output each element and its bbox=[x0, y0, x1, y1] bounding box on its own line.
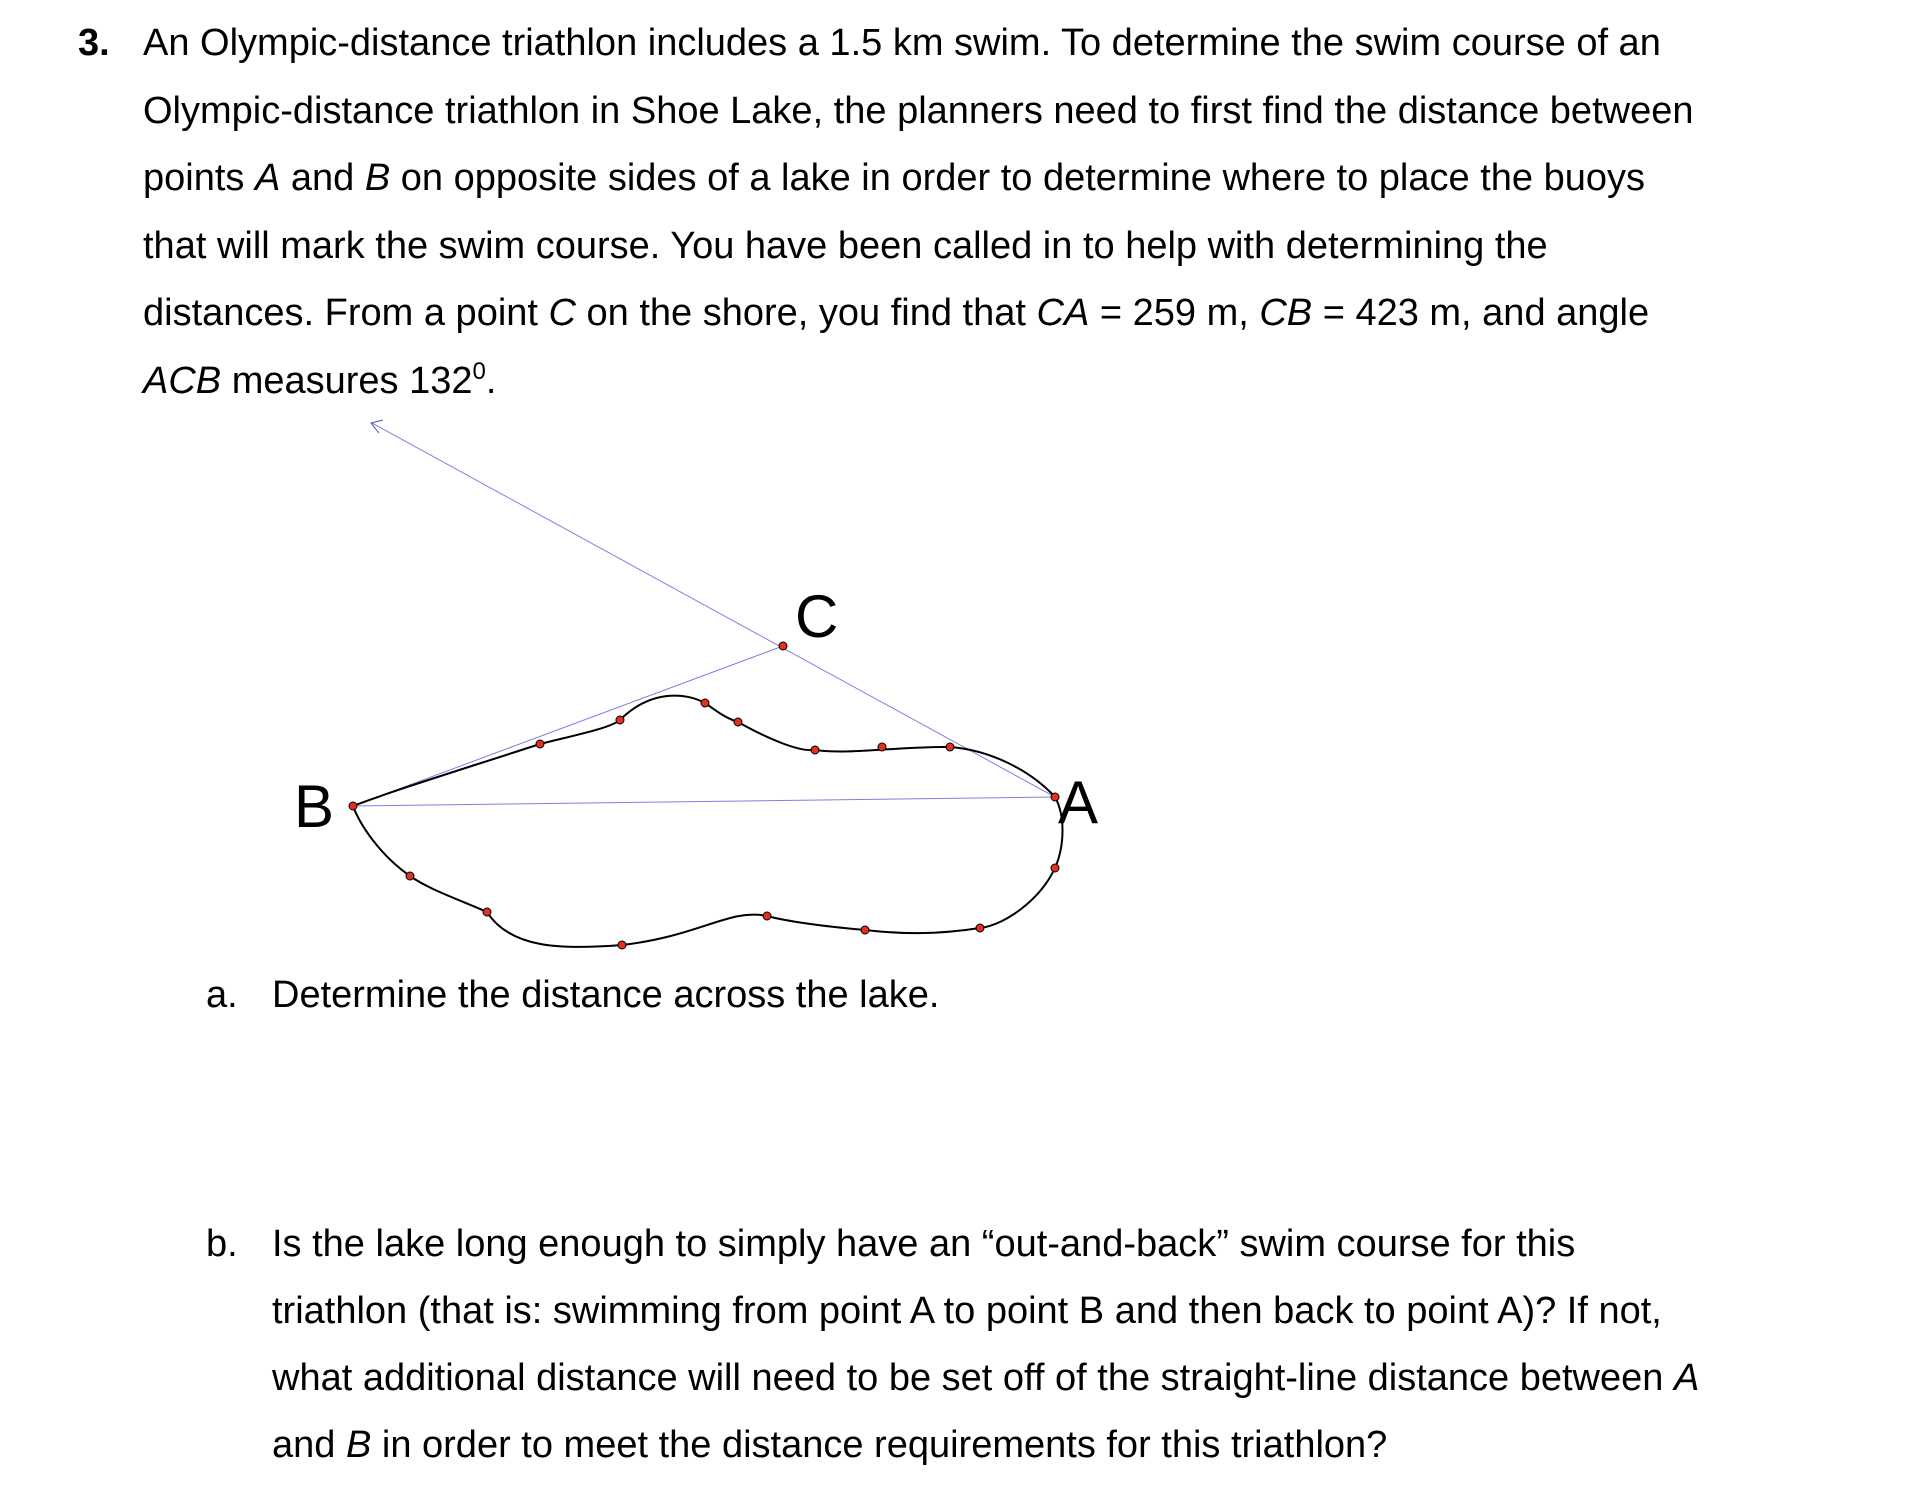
point-c bbox=[779, 642, 787, 650]
shore-point bbox=[406, 872, 414, 880]
point-b bbox=[349, 802, 357, 810]
question-line-2: Olympic-distance triathlon in Shoe Lake, the planners need to first find the distance between bbox=[143, 89, 1694, 132]
label-b: B bbox=[294, 773, 335, 840]
part-b-text bbox=[272, 1211, 1832, 1479]
part-b-line-2: triathlon (that is: swimming from point A to point B and then back to point A)? If not, bbox=[272, 1290, 1662, 1332]
shore-point bbox=[976, 924, 984, 932]
question-line-4: that will mark the swim course. You have been called in to help with determining the bbox=[143, 224, 1548, 267]
segment-c-b bbox=[353, 646, 783, 806]
shore-point bbox=[734, 718, 742, 726]
shore-point bbox=[878, 743, 886, 751]
shore-point bbox=[861, 926, 869, 934]
shore-point bbox=[701, 699, 709, 707]
shore-point bbox=[536, 740, 544, 748]
part-b-line-3: what additional distance will need to be set off of the straight-line distance between A bbox=[272, 1357, 1700, 1399]
label-c: C bbox=[795, 583, 839, 650]
question-line-6: ACB measures $132^0$. bbox=[143, 357, 497, 402]
shore-point bbox=[763, 912, 771, 920]
shore-point bbox=[946, 743, 954, 751]
part-a-text: Determine the distance across the lake. bbox=[272, 974, 940, 1016]
shore-point bbox=[1051, 864, 1059, 872]
part-b-line-4: and B in order to meet the distance requirements for this triathlon? bbox=[272, 1424, 1388, 1466]
part-b-line-1: Is the lake long enough to simply have an “out-and-back” swim course for this bbox=[272, 1223, 1576, 1265]
part-b-letter: b. bbox=[206, 1223, 238, 1265]
question-line-5: distances. From a point C on the shore, you find that CA = 259 m, CB = 423 m, and angle bbox=[143, 292, 1650, 334]
question-line-3: points A and B on opposite sides of a lake in order to determine where to place the buoys bbox=[143, 157, 1645, 199]
arrow-head-icon bbox=[371, 420, 383, 433]
shore-point bbox=[483, 908, 491, 916]
shoreline-points bbox=[349, 642, 1059, 949]
question-line-1: An Olympic-distance triathlon includes a 1.5 km swim. To determine the swim course of an bbox=[143, 22, 1661, 64]
segment-b-a bbox=[353, 797, 1055, 806]
shore-point bbox=[616, 716, 624, 724]
question-number: 3. bbox=[78, 22, 110, 64]
lake-shoreline bbox=[353, 696, 1063, 947]
part-a-letter: a. bbox=[206, 974, 238, 1016]
label-a: A bbox=[1058, 769, 1099, 836]
ray-from-a-through-c bbox=[372, 423, 1055, 797]
shore-point bbox=[618, 941, 626, 949]
shore-point bbox=[811, 746, 819, 754]
